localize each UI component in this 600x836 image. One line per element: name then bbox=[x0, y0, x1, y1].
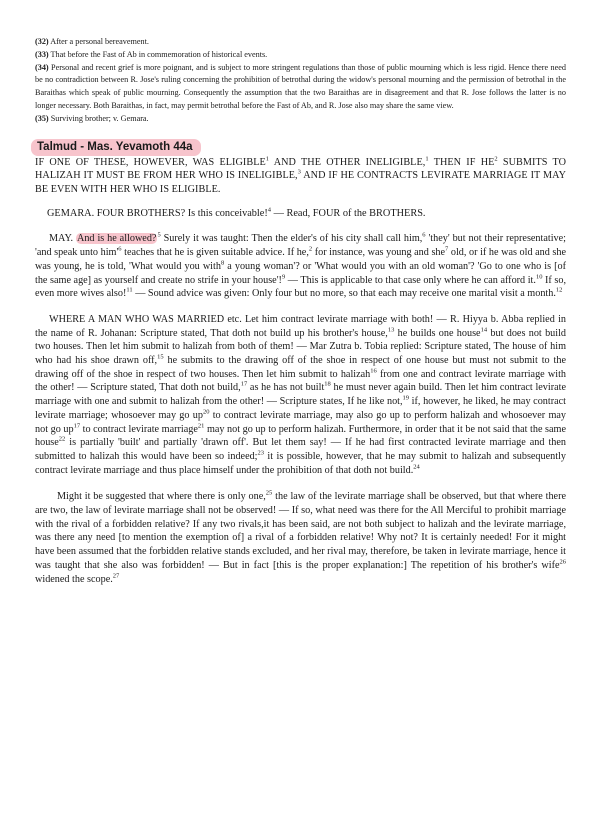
footnote-ref: 17 bbox=[240, 381, 248, 389]
footnote-ref: 23 bbox=[257, 449, 265, 457]
footnote-ref: 6 bbox=[422, 232, 426, 239]
footnote-ref: 21 bbox=[197, 422, 205, 430]
text-run: WHERE A MAN WHO WAS MARRIED etc. Let him contract levirate marriage with both! — R. Hiyya b. Abba replied in the name of R. Johanan: Scripture stated, That doth not build up his brother's house, bbox=[35, 313, 566, 339]
may-paragraph bbox=[35, 232, 566, 301]
footnote-ref: 5 bbox=[157, 232, 161, 239]
text-run: old, or if he was old and she was young, he is told, 'What would you with bbox=[35, 247, 567, 272]
footnote-ref: 4 bbox=[267, 206, 272, 214]
mishnah-paragraph bbox=[35, 156, 566, 197]
footnote-ref: 14 bbox=[480, 326, 488, 334]
text-run: — This is applicable to that case only where he can afford it. bbox=[285, 274, 536, 286]
text-run: if, however, he liked, he may contract levirate marriage; whosoever may go up bbox=[35, 396, 566, 421]
text-run: MAY. bbox=[49, 233, 76, 245]
text-run: the law of the levirate marriage shall be observed, but that where there are two, the law of levirate marriage shall not be observed! — If so, what need was there for the All Merciful to prohibit marriage with the rival of a forbidden relative? If any two rivals,it has been said, are not both subject to halizah and the levirate marriage, was there any need [to mention the exemption of] a rival of a forbidden relative! Why not? It is certainly needed! For it might have been assumed that the forbidden relative stands excluded, and her rival may, therefore, be taken in levirate marriage, hence it was taught that she also was forbidden! — But in fact [this is the proper explanation:] The repetition of his brother's wife bbox=[35, 491, 566, 571]
text-run: GEMARA. FOUR BROTHERS? Is this conceivable! bbox=[47, 207, 268, 219]
footnotes bbox=[35, 36, 566, 126]
text-run: THEN IF HE bbox=[428, 156, 495, 168]
text-run: to contract levirate marriage, may also go up to perform halizah and whosoever may not go up bbox=[35, 409, 566, 435]
footnote-ref: 27 bbox=[112, 572, 120, 580]
text-run: SUBMITS TO HALIZAH IT MUST BE FROM HER WHO IS INELIGIBLE, bbox=[35, 156, 566, 182]
footnote-ref: 11 bbox=[126, 286, 133, 294]
footnote-ref: 1 bbox=[265, 155, 270, 163]
text-run: — Read, FOUR of the BROTHERS. bbox=[271, 207, 426, 219]
footnote-ref: 13 bbox=[387, 326, 395, 334]
footnote-ref: 9 bbox=[281, 273, 286, 281]
footnote-ref: 22 bbox=[58, 435, 66, 443]
footnote-ref: 7 bbox=[445, 245, 449, 253]
footnote-35: (35) Surviving brother; v. Gemara. bbox=[35, 113, 149, 123]
footnote-ref: 1 bbox=[425, 155, 429, 163]
footnote-ref: 8 bbox=[220, 259, 225, 267]
text-run: from one and contract levirate marriage with the other! — Scripture stated, That doth not build, bbox=[35, 368, 566, 394]
where-paragraph bbox=[35, 313, 566, 477]
text-run: to contract levirate marriage bbox=[80, 423, 198, 435]
footnote-ref: 10 bbox=[535, 273, 543, 281]
footnote-34: (34) Personal and recent grief is more poignant, and is subject to more stringent regulations than those of public mourning which is less rigid. Hence there need be no contradiction between R. Jose's ruling concerning the prohibition of betrothal during the widow's personal mourning and the permission of betrothal in the Baraithas which speak of public mourning. Consequently the assumption that the two Baraithas are in disagreement and that R. Jose follows the latter is no longer necessary. Both Baraithas, in fact, may permit betrothal before the Fast of Ab, and R. Jose also may share the same view. bbox=[35, 62, 566, 110]
section-title: Talmud - Mas. Yevamoth 44a bbox=[31, 139, 201, 156]
text-run: Might it be suggested that where there is only one, bbox=[57, 491, 266, 503]
footnote-33: (33) That before the Fast of Ab in commemoration of historical events. bbox=[35, 49, 268, 59]
footnote-ref: 2 bbox=[494, 155, 498, 163]
footnote-ref: 19 bbox=[402, 394, 410, 402]
text-run: Surely it was taught: Then the elder's of his city shall call him, bbox=[160, 233, 423, 245]
footnote-ref: 20 bbox=[202, 408, 210, 416]
footnote-ref: 16 bbox=[370, 367, 377, 375]
text-run: he builds one house bbox=[394, 327, 481, 339]
text-run: After a personal bereavement. bbox=[48, 37, 149, 46]
text-run: Personal and recent grief is more poignant, and is subject to more stringent regulations than those of public mourning which is less rigid. Hence there need be no contradiction between R. Jose's ruling concerning the prohibition of betrothal during the widow's personal mourning and the permission of betrothal in the Baraithas which speak of public mourning. Consequently the assumption that the two Baraithas are in disagreement and that R. Jose follows the latter is no longer necessary. Both Baraithas, in fact, may permit betrothal before the Fast of Ab, and R. Jose also may share the same view. bbox=[35, 62, 566, 110]
gemara-paragraph bbox=[35, 207, 566, 221]
footnote-ref: 15 bbox=[157, 353, 164, 361]
text-run: IF ONE OF THESE, HOWEVER, WAS ELIGIBLE bbox=[35, 156, 266, 168]
text-run: it is possible, however, that he may submit to halizah and subsequently contract levirate marriage and thus place himself under the prohibition of that doth not build. bbox=[35, 450, 566, 476]
text-run: for instance, was young and she bbox=[312, 247, 446, 259]
footnote-ref: 2 bbox=[308, 245, 313, 253]
might-paragraph bbox=[35, 490, 566, 586]
text-run: may not go up to perform halizah. Furthermore, in order that it be not said that the same house bbox=[35, 423, 566, 449]
text-run: AND IF HE CONTRACTS LEVIRATE MARRIAGE IT MAY BE EVEN WITH HER WHO IS ELIGIBLE. bbox=[35, 170, 567, 195]
text-run: as he has not built bbox=[247, 382, 325, 394]
footnote-ref: 18 bbox=[324, 381, 331, 389]
text-run: 'they' but not their representative; 'and speak unto him' bbox=[35, 233, 566, 259]
footnote-ref: 17 bbox=[73, 422, 81, 430]
text-run: If so, even more wives also! bbox=[35, 274, 566, 300]
footnote-32: (32) After a personal bereavement. bbox=[35, 37, 149, 46]
footnote-ref: 12 bbox=[555, 286, 563, 294]
text-run: he must never again build. Then let him contract levirate marriage with one and submit to halizah from the other! — Scripture states, If he like not, bbox=[35, 382, 566, 408]
text-run: AND THE OTHER INELIGIBLE, bbox=[269, 156, 426, 168]
highlighted-phrase: And is he allowed? bbox=[76, 233, 157, 245]
text-run: teaches that he is given suitable advice. If he, bbox=[121, 247, 309, 259]
footnote-ref: 6 bbox=[118, 245, 122, 253]
footnote-ref: 24 bbox=[413, 463, 420, 471]
document-page bbox=[35, 36, 566, 586]
text-run: Surviving brother; v. Gemara. bbox=[48, 113, 149, 123]
text-run: he submits to the drawing off of the shoe in respect of one house but must not submit to the drawing off of the shoe in respect of two houses. Then let him submit to halizah bbox=[35, 355, 566, 380]
text-run: but does not build two houses. Then let him submit to halizah from both of them! — Mar Zutra b. Tobia replied: Scripture stated, The house of him who had his shoe drawn off, bbox=[35, 327, 567, 367]
text-run: a young woman'? or 'What would you with an old woman'? 'Go to one who is [of the same age] as yourself and create no strife in your house'! bbox=[35, 260, 566, 286]
text-run: widened the scope. bbox=[35, 573, 113, 585]
footnote-ref: 25 bbox=[265, 489, 273, 497]
text-run: — Sound advice was given: Only four but no more, so that each may receive one marital visit a month. bbox=[132, 288, 556, 300]
text-run: That before the Fast of Ab in commemoration of historical events. bbox=[48, 49, 268, 59]
footnote-ref: 26 bbox=[559, 558, 566, 566]
footnote-ref: 3 bbox=[297, 168, 301, 176]
text-run: is partially 'built' and partially 'drawn off'. But let them say! — If he had first contracted levirate marriage and then submitted to halizah this would have been so indeed; bbox=[35, 437, 566, 462]
